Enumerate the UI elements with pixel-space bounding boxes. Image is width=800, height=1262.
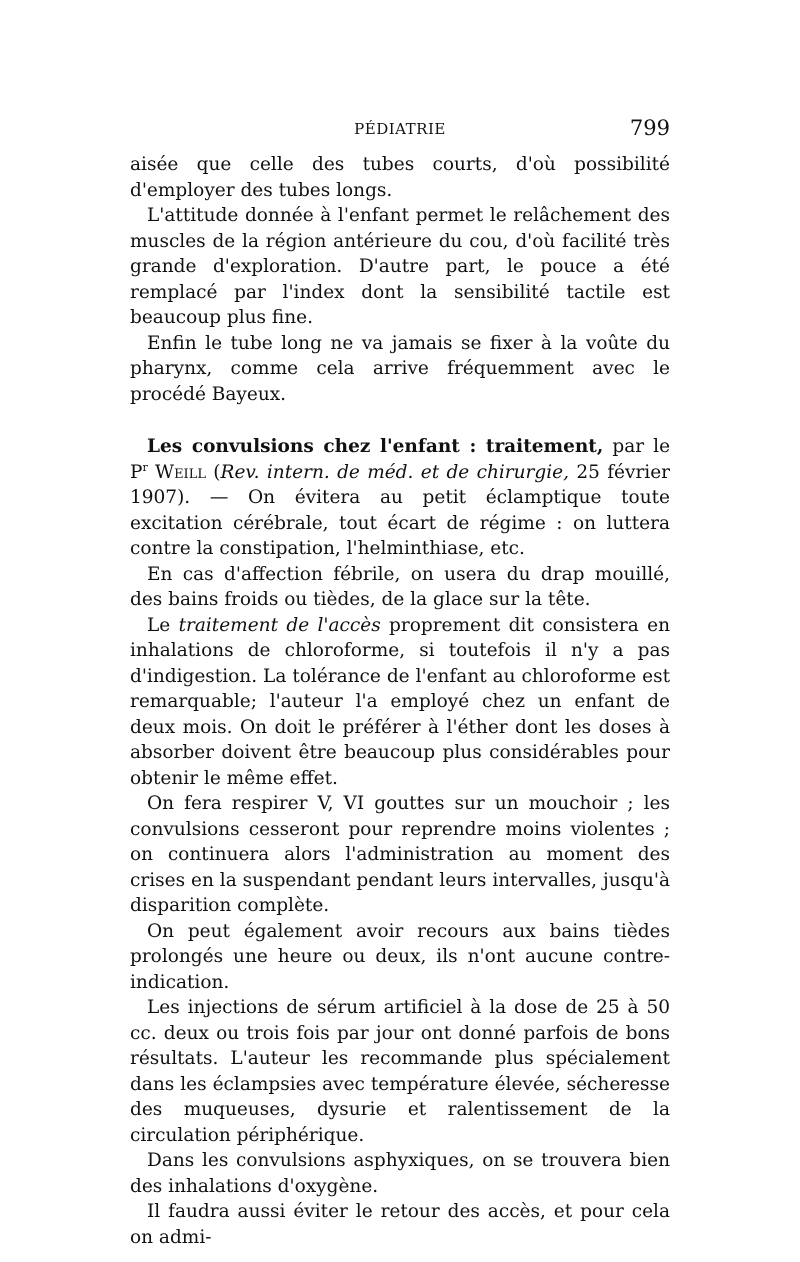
section-title: Les convulsions chez l'enfant : traitement, <box>147 436 604 457</box>
title-abbrev-superscript: r <box>142 460 148 474</box>
paragraph: Il faudra aussi éviter le retour des accès, et pour cela on admi- <box>130 1201 670 1248</box>
paragraph: On fera respirer V, VI gouttes sur un mouchoir ; les convulsions cesseront pour reprendre moins violentes ; on continuera alors l'administration au moment des crises en la suspendant pendant leurs intervalles, jusqu'à disparition complète. <box>130 793 670 916</box>
paragraph: En cas d'affection fébrile, on usera du drap mouillé, des bains froids ou tièdes, de la glace sur la tête. <box>130 563 670 610</box>
paragraph: On peut également avoir recours aux bains tièdes prolongés une heure ou deux, ils n'ont aucune contre-indication. <box>130 920 670 993</box>
author-name: Weill <box>147 461 206 483</box>
section-text: 25 février 1907). — On évitera au petit éclamptique toute excitation cérébrale, tout écart de régime : on luttera contre la constipation, l'helminthiase, etc. <box>130 461 670 559</box>
section-byline: par le P <box>130 436 671 483</box>
paragraph-continuation: aisée que celle des tubes courts, d'où possibilité d'employer des tubes longs. <box>130 154 670 201</box>
text-run: Le <box>147 614 179 636</box>
italic-phrase: traitement de l'accès <box>178 614 381 636</box>
open-paren: ( <box>205 461 221 483</box>
running-head-title: PÉDIATRIE <box>354 120 446 138</box>
running-head <box>130 116 670 146</box>
paragraph: Les injections de sérum artificiel à la dose de 25 à 50 cc. deux ou trois fois par jour ont donné parfois de bons résultats. L'auteur les recommande plus spécialement dans les éclampsies avec température élevée, sécheresse des muqueuses, dysurie et ralentissement de la circulation périphérique. <box>130 997 670 1146</box>
paragraph: Enfin le tube long ne va jamais se fixer à la voûte du pharynx, comme cela arrive fréquemment avec le procédé Bayeux. <box>130 332 670 405</box>
section-convulsions <box>130 434 670 562</box>
paragraph: L'attitude donnée à l'enfant permet le relâchement des muscles de la région antérieure du cou, d'où facilité très grande d'exploration. D'autre part, le pouce a été remplacé par l'index dont la sensibilité tactile est beaucoup plus fine. <box>130 205 670 328</box>
text-run: proprement dit consistera en inhalations de chloroforme, si toutefois il n'y a pas d'indigestion. La tolérance de l'enfant au chloroforme est remarquable; l'auteur l'a employé chez un enfant de deux mois. On doit le préférer à l'éther dont les doses à absorber doivent être beaucoup plus considérables pour obtenir le même effet. <box>130 614 670 789</box>
page-number: 799 <box>629 116 670 140</box>
journal-citation: Rev. intern. de méd. et de chirurgie, <box>220 461 569 483</box>
page-body <box>130 152 670 1250</box>
paragraph-traitement <box>130 613 670 792</box>
paragraph: Dans les convulsions asphyxiques, on se trouvera bien des inhalations d'oxygène. <box>130 1150 670 1197</box>
